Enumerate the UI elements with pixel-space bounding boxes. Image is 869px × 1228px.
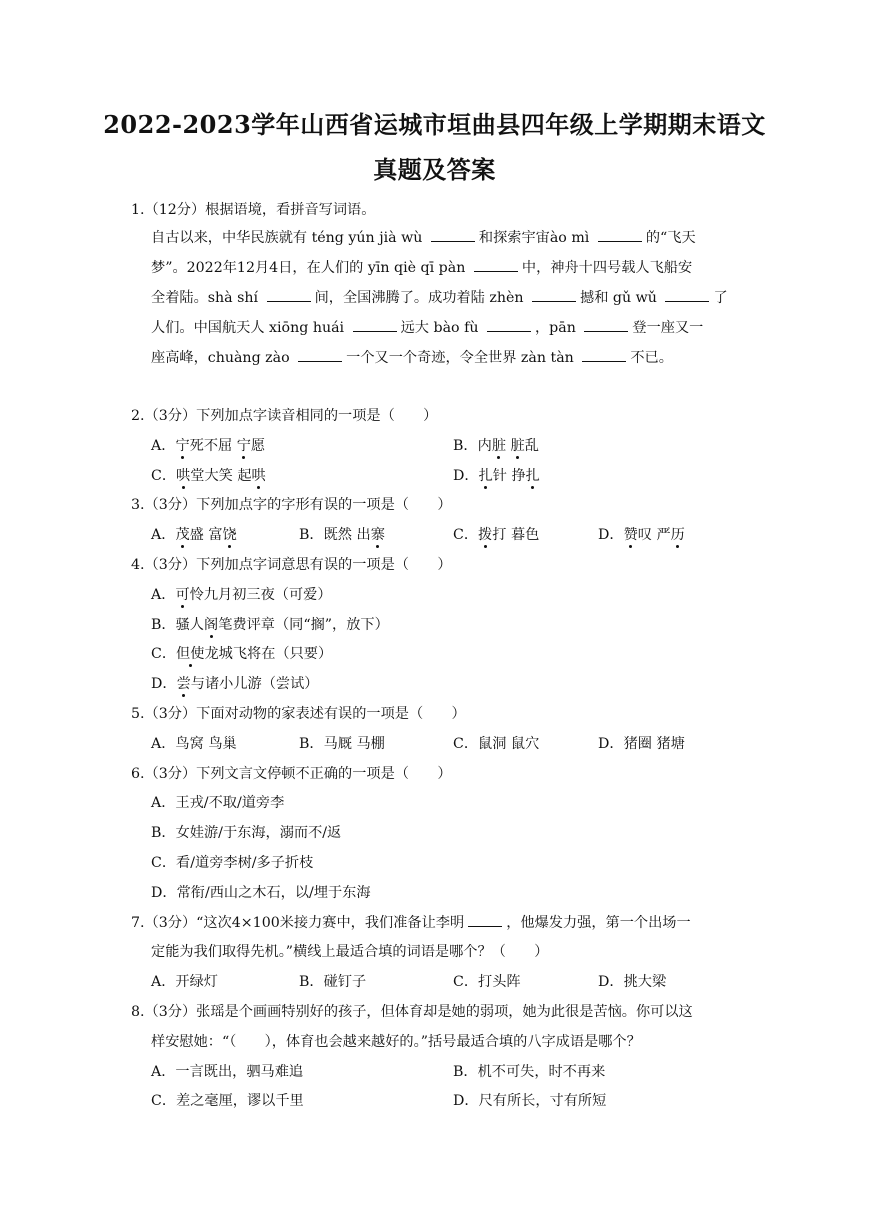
text-fragment: ，他爆发力强，第一个出场一: [506, 915, 691, 931]
q8-option-c[interactable]: C．差之毫厘，谬以千里: [151, 1093, 304, 1109]
answer-blank[interactable]: [487, 330, 531, 332]
text-fragment: 叹 严: [637, 527, 671, 543]
emphasis-dot-char: 历: [670, 527, 685, 543]
text-fragment: B．内: [453, 438, 492, 454]
text-fragment: 7.（3分）“这次4×100米接力赛中，我们准备让李明: [131, 915, 465, 931]
emphasis-dot-char: 哄: [251, 468, 266, 484]
text-fragment: 人们。中国航天人 xiōng huái: [151, 320, 349, 336]
q5-option-b[interactable]: B．马厩 马棚: [299, 736, 385, 752]
text-fragment: A．: [151, 527, 176, 543]
text-fragment: C．: [151, 468, 177, 484]
q3-option-b[interactable]: [299, 524, 385, 544]
q8-stem-line2: 样安慰她：“（ ），体育也会越来越好的。”括号最适合填的八字成语是哪个？: [151, 1034, 641, 1050]
text-fragment: 全着陆。shà shí: [151, 290, 263, 306]
q1-line5: [151, 347, 673, 367]
q8-option-a[interactable]: A．一言既出，驷马难追: [151, 1064, 304, 1080]
text-fragment: 愿: [250, 438, 266, 454]
q8-option-b[interactable]: B．机不可失，时不再来: [453, 1064, 606, 1080]
answer-blank[interactable]: [598, 240, 642, 242]
text-fragment: 登一座又一: [632, 320, 704, 336]
q5-stem: 5.（3分）下面对动物的家表述有误的一项是（ ）: [131, 706, 466, 722]
emphasis-dot-char: 扎: [525, 468, 540, 484]
text-fragment: 打 暮色: [492, 527, 540, 543]
q3-option-c[interactable]: [453, 524, 539, 544]
answer-blank[interactable]: [532, 300, 576, 302]
emphasis-dot-char: 寨: [370, 527, 385, 543]
text-fragment: 间，全国沸腾了。成功着陆 zhèn: [314, 290, 529, 306]
q6-option-a[interactable]: A．王戎/不取/道旁李: [151, 795, 285, 811]
q6-stem: 6.（3分）下列文言文停顿不正确的一项是（ ）: [131, 766, 452, 782]
emphasis-dot-char: 阁: [204, 617, 219, 633]
q2-option-d[interactable]: [453, 465, 540, 485]
text-fragment: 与诸小儿游（尝试）: [190, 676, 319, 692]
answer-blank[interactable]: [267, 300, 311, 302]
q7-option-c[interactable]: C．打头阵: [453, 974, 521, 990]
answer-blank[interactable]: [665, 300, 709, 302]
q7-option-a[interactable]: A．开绿灯: [151, 974, 218, 990]
q6-option-b[interactable]: B．女娃游/于东海，溺而不/返: [151, 825, 342, 841]
answer-blank[interactable]: [582, 360, 626, 362]
text-fragment: A．: [151, 438, 176, 454]
text-fragment: 盛 富: [189, 527, 223, 543]
q5-option-d[interactable]: D．猪圈 猪塘: [598, 736, 685, 752]
text-fragment: A．: [151, 587, 176, 603]
text-fragment: B．骚人: [151, 617, 204, 633]
text-fragment: D．: [598, 527, 624, 543]
q3-stem: 3.（3分）下列加点字的字形有误的一项是（ ）: [131, 497, 452, 513]
q8-option-d[interactable]: D．尺有所长，寸有所短: [453, 1093, 607, 1109]
emphasis-dot-char: 脏: [491, 438, 507, 454]
q3-option-a[interactable]: [151, 524, 237, 544]
text-fragment: 龙城飞将在（只要）: [204, 646, 333, 662]
text-fragment: 的“飞天: [645, 230, 696, 246]
emphasis-dot-char: 哄: [176, 468, 191, 484]
text-fragment: C．: [453, 527, 479, 543]
text-fragment: 怜九月初三夜（可爱）: [189, 587, 332, 603]
emphasis-dot-char: 饶: [222, 527, 237, 543]
emphasis-dot-char: 赞: [623, 527, 638, 543]
text-fragment: 了: [713, 290, 728, 306]
q1-stem: 1.（12分）根据语境，看拼音写词语。: [131, 202, 376, 218]
answer-blank[interactable]: [474, 270, 518, 272]
text-fragment: ，pān: [534, 320, 581, 336]
text-fragment: 针 挣: [492, 468, 526, 484]
text-fragment: 堂大笑 起: [190, 468, 252, 484]
emphasis-dot-char: 拨: [478, 527, 493, 543]
q4-stem: 4.（3分）下列加点字词意思有误的一项是（ ）: [131, 557, 452, 573]
text-fragment: D．: [453, 468, 479, 484]
answer-blank[interactable]: [468, 925, 502, 927]
q7-option-b[interactable]: B．碰钉子: [299, 974, 367, 990]
text-fragment: D．: [151, 676, 177, 692]
text-fragment: 一个又一个奇迹，令全世界 zàn tàn: [346, 350, 579, 366]
q3-option-d[interactable]: [598, 524, 685, 544]
q5-option-a[interactable]: A．鸟窝 鸟巢: [151, 736, 237, 752]
emphasis-dot-char: 宁: [236, 438, 251, 454]
text-fragment: 和探索宇宙ào mì: [478, 230, 594, 246]
q7-option-d[interactable]: D．挑大梁: [598, 974, 667, 990]
q2-option-a[interactable]: [151, 435, 265, 455]
q4-option-b[interactable]: [151, 614, 389, 634]
text-fragment: B．既然 出: [299, 527, 371, 543]
text-fragment: C．: [151, 646, 177, 662]
answer-blank[interactable]: [353, 330, 397, 332]
q7-stem-line1: [131, 912, 691, 932]
text-fragment: [506, 438, 511, 454]
q8-stem-line1: 8.（3分）张瑶是个画画特别好的孩子，但体育却是她的弱项，她为此很是苦恼。你可以这: [131, 1004, 693, 1020]
q2-option-c[interactable]: [151, 465, 266, 485]
text-fragment: 远大 bào fù: [400, 320, 483, 336]
emphasis-dot-char: 茂: [175, 527, 190, 543]
answer-blank[interactable]: [431, 240, 475, 242]
emphasis-dot-char: 扎: [478, 468, 493, 484]
q4-option-a[interactable]: [151, 584, 332, 604]
text-fragment: 撼和 gǔ wǔ: [580, 290, 662, 306]
text-fragment: 座高峰，chuàng zào: [151, 350, 295, 366]
q4-option-c[interactable]: [151, 643, 332, 663]
q2-option-b[interactable]: [453, 435, 539, 455]
q6-option-c[interactable]: C．看/道旁李树/多子折枝: [151, 855, 314, 871]
q7-stem-line2: 定能为我们取得先机。”横线上最适合填的词语是哪个？（ ）: [151, 944, 549, 960]
answer-blank[interactable]: [584, 330, 628, 332]
answer-blank[interactable]: [298, 360, 342, 362]
q1-line4: [151, 317, 703, 337]
text-fragment: 笔费评章（同“搁”，放下）: [218, 617, 389, 633]
emphasis-dot-char: 脏: [510, 438, 525, 454]
text-fragment: 不已。: [630, 350, 673, 366]
page-title-line2: 真题及答案: [373, 155, 496, 184]
q1-line3: [151, 287, 728, 307]
q5-option-c[interactable]: C．鼠洞 鼠穴: [453, 736, 540, 752]
q2-stem: 2.（3分）下列加点字读音相同的一项是（ ）: [131, 408, 438, 424]
text-fragment: 乱: [524, 438, 539, 454]
emphasis-dot-char: 但使: [176, 646, 205, 662]
text-fragment: 死不屈: [189, 438, 237, 454]
q1-line2: [151, 257, 692, 277]
text-fragment: 梦”。2022年12月4日，在人们的 yīn qiè qī pàn: [151, 260, 470, 276]
emphasis-dot-char: 宁: [175, 438, 190, 454]
page-title-line1: 2022-2023学年山西省运城市垣曲县四年级上学期期末语文: [103, 110, 766, 139]
q6-option-d[interactable]: D．常衔/西山之木石，以/埋于东海: [151, 885, 371, 901]
emphasis-dot-char: 尝: [176, 676, 191, 692]
q1-line1: [151, 227, 696, 247]
q4-option-d[interactable]: [151, 673, 318, 693]
text-fragment: 自古以来，中华民族就有 téng yún jià wù: [151, 230, 427, 246]
emphasis-dot-char: 可: [175, 587, 190, 603]
text-fragment: 中，神舟十四号载人飞船安: [521, 260, 693, 276]
